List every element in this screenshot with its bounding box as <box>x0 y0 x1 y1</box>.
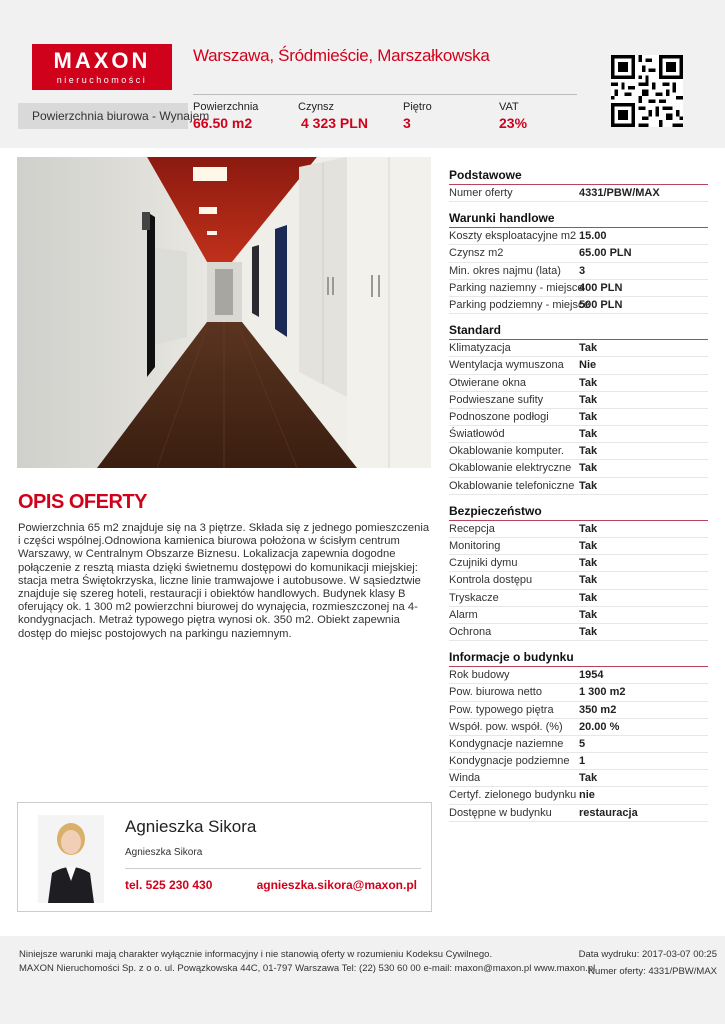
detail-row <box>449 572 708 589</box>
detail-key: Okablowanie komputer. <box>449 445 564 458</box>
detail-key: Monitoring <box>449 540 501 552</box>
detail-value: 3 <box>579 264 586 277</box>
detail-value: restauracja <box>579 806 638 819</box>
section-title: Standard <box>449 323 708 340</box>
detail-key: Współ. pow. współ. (%) <box>449 720 563 733</box>
agent-subtitle: Agnieszka Sikora <box>125 847 203 858</box>
detail-key: Koszty eksploatacyjne m2 <box>449 230 577 243</box>
category-label: Powierzchnia biurowa - Wynajem <box>32 109 210 123</box>
detail-row <box>449 228 708 245</box>
detail-row <box>449 263 708 280</box>
description-text: Powierzchnia 65 m2 znajduje się na 3 piętrze. Składa się z jednego pomieszczenia i części wspólnej.Odnowiona kamienica biurowa położona w ścisłym centrum Warszawy, w Centralnym Obszarze Biznesu. Lokalizacja zapewnia dogodne połączenie z resztą miasta dzięki świetnemu dostępowi do komunikacji miejskiej: stacja metra Świętokrzyska, liczne linie tramwajowe i autobusowe. W sąsiedztwie znajduje się szereg hoteli, restauracji i obiektów handlowych. Budynek klasy B oferujący ok. 1 300 m2 powierzchni biurowej do wynajęcia, rozmieszczonej na 4-kondygnacjach. Metraż typowego piętra wynosi ok. 350 m2. Obiekt zapewnia dostęp do miejsc postojowych na parkingu naziemnym. <box>18 522 430 640</box>
detail-value: Nie <box>579 359 597 372</box>
detail-key: Klimatyzacja <box>449 342 511 355</box>
detail-key: Tryskacze <box>449 591 499 604</box>
detail-value: 20.00 % <box>579 720 620 733</box>
detail-value: 350 m2 <box>579 703 617 716</box>
detail-key: Czynsz m2 <box>449 247 504 260</box>
maxon-logo[interactable] <box>32 44 172 90</box>
offer-details <box>449 168 708 822</box>
detail-key: Numer oferty <box>449 187 513 199</box>
detail-value: Tak <box>579 479 598 492</box>
detail-row <box>449 787 708 804</box>
detail-row <box>449 736 708 753</box>
detail-value: Tak <box>579 445 598 458</box>
detail-row <box>449 357 708 374</box>
page-footer <box>0 936 725 1024</box>
section-gap <box>449 314 708 323</box>
detail-value: nie <box>579 789 595 802</box>
detail-value: Tak <box>579 591 598 604</box>
detail-value: 15.00 <box>579 230 607 243</box>
detail-value: Tak <box>579 522 598 535</box>
description-title: OPIS OFERTY <box>18 491 147 513</box>
detail-row <box>449 538 708 555</box>
detail-value: 4331/PBW/MAX <box>579 187 660 199</box>
detail-value: Tak <box>579 410 598 423</box>
detail-row <box>449 426 708 443</box>
detail-key: Parking podziemny - miejsce <box>449 298 590 311</box>
detail-key: Okablowanie elektryczne <box>449 462 572 475</box>
stat-area-label: Powierzchnia <box>193 101 259 113</box>
agent-photo <box>38 815 104 903</box>
stat-rent-value: 4 323 PLN <box>301 115 368 131</box>
category-badge <box>18 103 210 129</box>
agent-name: Agnieszka Sikora <box>125 817 257 836</box>
footer-print-date: Data wydruku: 2017-03-07 00:25 <box>578 949 717 960</box>
detail-value: Tak <box>579 574 598 587</box>
detail-key: Alarm <box>449 608 478 621</box>
footer-company: MAXON Nieruchomości Sp. z o o. ul. Powązkowska 44C, 01-797 Warszawa Tel: (22) 530 60 00 e-mail: maxon@maxon.pl www.maxon.pl <box>19 963 596 974</box>
agent-email-link[interactable]: agnieszka.sikora@maxon.pl <box>256 878 417 892</box>
detail-row <box>449 185 708 202</box>
detail-row <box>449 478 708 495</box>
footer-offer-number: Numer oferty: 4331/PBW/MAX <box>588 966 717 977</box>
detail-key: Pow. biurowa netto <box>449 686 542 699</box>
section-title: Bezpieczeństwo <box>449 504 708 521</box>
stat-vat-label: VAT <box>499 101 519 113</box>
detail-value: Tak <box>579 462 598 475</box>
detail-value: Tak <box>579 625 598 638</box>
detail-key: Czujniki dymu <box>449 557 518 570</box>
detail-value: 5 <box>579 737 586 750</box>
detail-key: Kontrola dostępu <box>449 574 533 587</box>
detail-key: Ochrona <box>449 625 492 638</box>
detail-value: 500 PLN <box>579 298 623 311</box>
detail-value: Tak <box>579 608 598 621</box>
stat-vat-value: 23% <box>499 115 528 131</box>
detail-value: 1 <box>579 755 586 768</box>
logo-sub-text: nieruchomości <box>56 75 148 85</box>
detail-row <box>449 521 708 538</box>
detail-row <box>449 702 708 719</box>
section-title: Podstawowe <box>449 168 708 185</box>
logo-main-text: MAXON <box>53 48 151 73</box>
detail-row <box>449 280 708 297</box>
detail-key: Wentylacja wymuszona <box>449 359 564 372</box>
stat-floor-value: 3 <box>403 115 411 131</box>
detail-key: Podwieszane sufity <box>449 393 544 406</box>
detail-value: 1 300 m2 <box>579 686 626 699</box>
section-gap <box>449 495 708 504</box>
detail-row <box>449 753 708 770</box>
header-divider <box>193 94 577 95</box>
agent-card <box>17 802 432 912</box>
stat-area-value: 66.50 m2 <box>193 115 253 131</box>
detail-row <box>449 590 708 607</box>
detail-key: Okablowanie telefoniczne <box>449 479 575 492</box>
stat-rent-label: Czynsz <box>298 101 335 113</box>
detail-key: Kondygnacje naziemne <box>449 737 564 750</box>
detail-key: Min. okres najmu (lata) <box>449 264 561 277</box>
detail-key: Światłowód <box>449 428 505 441</box>
detail-row <box>449 719 708 736</box>
detail-key: Otwierane okna <box>449 376 527 389</box>
detail-value: 1954 <box>579 669 604 682</box>
detail-value: Tak <box>579 428 598 441</box>
detail-row <box>449 460 708 477</box>
detail-row <box>449 297 708 314</box>
detail-value: Tak <box>579 342 598 355</box>
section-gap <box>449 641 708 650</box>
agent-divider <box>125 868 421 869</box>
stat-rent <box>298 101 368 131</box>
detail-row <box>449 245 708 262</box>
section-title: Informacje o budynku <box>449 650 708 667</box>
agent-phone-link[interactable]: tel. 525 230 430 <box>125 878 213 892</box>
detail-value: Tak <box>579 376 598 389</box>
property-photo <box>17 157 431 468</box>
detail-value: 400 PLN <box>579 281 623 294</box>
detail-key: Kondygnacje podziemne <box>449 755 570 768</box>
detail-row <box>449 805 708 822</box>
stat-vat <box>499 101 527 131</box>
location-title: Warszawa, Śródmieście, Marszałkowska <box>193 46 490 65</box>
detail-value: 65.00 PLN <box>579 247 632 260</box>
stat-floor <box>403 101 432 131</box>
detail-key: Rok budowy <box>449 669 510 682</box>
detail-key: Pow. typowego piętra <box>449 703 554 716</box>
detail-key: Dostępne w budynku <box>449 806 552 819</box>
stat-floor-label: Piętro <box>403 101 432 113</box>
detail-row <box>449 607 708 624</box>
detail-row <box>449 375 708 392</box>
detail-key: Winda <box>449 772 481 785</box>
stat-area <box>193 101 258 131</box>
detail-row <box>449 770 708 787</box>
detail-row <box>449 340 708 357</box>
qr-code-icon <box>611 55 683 127</box>
detail-key: Parking naziemny - miejsce <box>449 281 584 294</box>
detail-row <box>449 409 708 426</box>
detail-key: Recepcja <box>449 522 495 535</box>
detail-key: Certyf. zielonego budynku <box>449 789 577 802</box>
section-title: Warunki handlowe <box>449 211 708 228</box>
detail-key: Podnoszone podłogi <box>449 410 549 423</box>
detail-value: Tak <box>579 772 598 785</box>
detail-row <box>449 392 708 409</box>
detail-row <box>449 555 708 572</box>
detail-row <box>449 624 708 641</box>
detail-row <box>449 667 708 684</box>
detail-row <box>449 443 708 460</box>
detail-row <box>449 684 708 701</box>
section-gap <box>449 202 708 211</box>
detail-value: Tak <box>579 557 598 570</box>
page-header <box>0 0 725 148</box>
detail-value: Tak <box>579 540 598 552</box>
detail-value: Tak <box>579 393 598 406</box>
footer-disclaimer: Niniejsze warunki mają charakter wyłącznie informacyjny i nie stanowią oferty w rozumieniu Kodeksu Cywilnego. <box>19 949 493 960</box>
